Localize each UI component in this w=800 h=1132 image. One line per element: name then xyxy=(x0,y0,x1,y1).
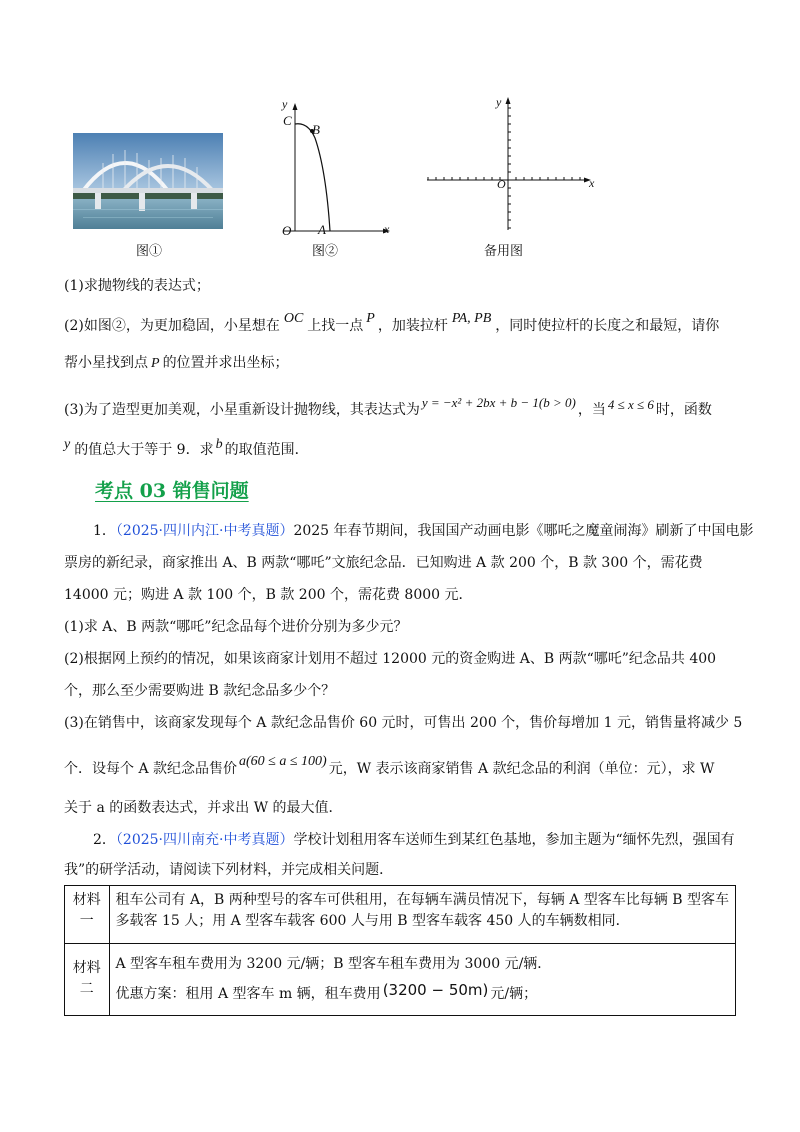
q3-text-a: (3)为了造型更加美观，小星重新设计抛物线，其表达式为 xyxy=(64,402,420,418)
material-2-expr: (3200 − 50m) xyxy=(382,981,489,999)
problem-1-q3-line-3: 关于 a 的函数表达式，并求出 W 的最大值． xyxy=(64,800,343,816)
question-part-2 xyxy=(64,311,720,337)
q3-expr: y = −x² + 2bx + b − 1(b > 0) xyxy=(421,395,576,410)
q2-line2-p: P xyxy=(151,356,160,371)
material-2-line-1: A 型客车租车费用为 3200 元/辆；B 型客车租车费用为 3000 元/辆． xyxy=(115,956,552,972)
material-2-label: 材料二 xyxy=(65,944,110,1016)
q2-line2-b: 的位置并求出坐标； xyxy=(162,355,289,371)
q3-text-b: ，当 xyxy=(577,402,606,418)
fig2-label-x: x xyxy=(384,222,390,236)
question-part-3 xyxy=(64,395,712,420)
material-2-tail: 元/辆； xyxy=(490,986,538,1002)
fig3-label-y: y xyxy=(496,95,502,109)
material-1-content xyxy=(109,886,736,944)
material-2-line-2 xyxy=(116,983,730,1005)
problem-1-line-1 xyxy=(93,521,754,541)
q3-line2-y: y xyxy=(64,437,71,452)
q3-line2-c: 的取值范围． xyxy=(224,442,309,458)
figure-3-caption: 备用图 xyxy=(484,244,524,259)
figure-1-caption: 图① xyxy=(136,244,163,259)
problem-2-source: （2025·四川南充·中考真题） xyxy=(115,832,294,848)
question-part-3-line-2 xyxy=(64,437,309,461)
material-2-content xyxy=(109,944,736,1016)
question-part-2-line-2 xyxy=(64,353,289,374)
problem-1-q3-line-2 xyxy=(64,754,715,780)
fig2-label-b: B xyxy=(312,122,320,137)
y-axis-arrow xyxy=(506,97,511,104)
material-1-line-1: 租车公司有 A，B 两种型号的客车可供租用，在每辆车满员情况下，每辆 A 型客车比每辆 B 型客车 xyxy=(115,892,729,908)
q2-p: P xyxy=(366,311,375,326)
fig2-label-o: O xyxy=(282,223,292,238)
fig3-label-x: x xyxy=(589,176,595,190)
problem-2-line-2: 我”的研学活动，请阅读下列材料，并完成相关问题． xyxy=(64,862,394,878)
figure-2-caption: 图② xyxy=(312,244,339,259)
q3-text-c: 时，函数 xyxy=(655,402,712,418)
fig2-label-a: A xyxy=(318,222,326,237)
fig2-label-y: y xyxy=(282,97,288,111)
q2-text-b: 上找一点 xyxy=(307,318,364,334)
problem-1-number: 1． xyxy=(93,523,116,539)
q2-text-a: (2)如图②，为更加稳固，小星想在 xyxy=(64,318,280,334)
problem-1-source: （2025·四川内江·中考真题） xyxy=(115,523,294,539)
problem-1-q2-line-2: 个，那么至少需要购进 B 款纪念品多少个？ xyxy=(64,683,336,699)
section-heading: 考点 03 销售问题 xyxy=(95,480,249,502)
material-row xyxy=(65,886,736,944)
q2-text-c: ，加装拉杆 xyxy=(377,318,448,334)
material-2-line-2-text: 优惠方案：租用 A 型客车 m 辆，租车费用 xyxy=(115,986,381,1002)
problem-2-text-1: 学校计划租用客车送师生到某红色基地，参加主题为“缅怀先烈，强国有 xyxy=(293,832,735,848)
problem-1-q1: (1)求 A、B 两款“哪吒”纪念品每个进价分别为多少元？ xyxy=(64,619,408,635)
problem-1-text-1: 2025 年春节期间，我国国产动画电影《哪吒之魔童闹海》刷新了中国电影 xyxy=(293,523,754,539)
problem-1-line-2: 票房的新纪录，商家推出 A、B 两款“哪吒”文旅纪念品．已知购进 A 款 200 个，B 款 300 个，需花费 xyxy=(64,555,703,571)
question-part-1: (1)求抛物线的表达式； xyxy=(64,278,210,294)
fig3-label-o: O xyxy=(497,177,506,191)
problem-1-line-3: 14000 元；购进 A 款 100 个，B 款 200 个，需花费 8000 元． xyxy=(64,587,473,603)
parabola-figure xyxy=(278,100,398,240)
fig2-label-c: C xyxy=(283,113,292,128)
problem-1-q3-expr: a(60 ≤ a ≤ 100) xyxy=(239,754,327,769)
material-row xyxy=(65,944,736,1016)
q3-line2-b: b xyxy=(215,437,223,452)
material-1-line-2: 多载客 15 人；用 A 型客车载客 600 人与用 B 型客车载客 450 人的车辆数相同． xyxy=(115,913,630,929)
q2-text-d: ，同时使拉杆的长度之和最短，请你 xyxy=(495,318,720,334)
problem-2-number: 2． xyxy=(93,832,116,848)
problem-1-q2-line-1: (2)根据网上预约的情况，如果该商家计划用不超过 12000 元的资金购进 A、B 两款“哪吒”纪念品共 400 xyxy=(64,651,717,667)
problem-2-line-1 xyxy=(93,830,735,850)
q3-line2-a: 的值总大于等于 9．求 xyxy=(74,442,214,458)
q2-oc: OC xyxy=(283,311,304,326)
q2-papb: PA, PB xyxy=(451,311,492,326)
blank-coordinate-grid xyxy=(425,94,600,234)
problem-1-q3-text-b: 元，W 表示该商家销售 A 款纪念品的利润（单位：元），求 W xyxy=(328,761,715,777)
material-1-label: 材料一 xyxy=(65,886,110,944)
problem-1-q3-line-1: (3)在销售中，该商家发现每个 A 款纪念品售价 60 元时，可售出 200 个，售价每增加 1 元，销售量将减少 5 xyxy=(64,715,743,731)
q2-line2-a: 帮小星找到点 xyxy=(64,355,148,371)
bridge-photo xyxy=(73,133,223,229)
problem-1-q3-text-a: 个．设每个 A 款纪念品售价 xyxy=(64,761,238,777)
materials-table xyxy=(64,885,736,1016)
q3-range: 4 ≤ x ≤ 6 xyxy=(607,397,654,412)
